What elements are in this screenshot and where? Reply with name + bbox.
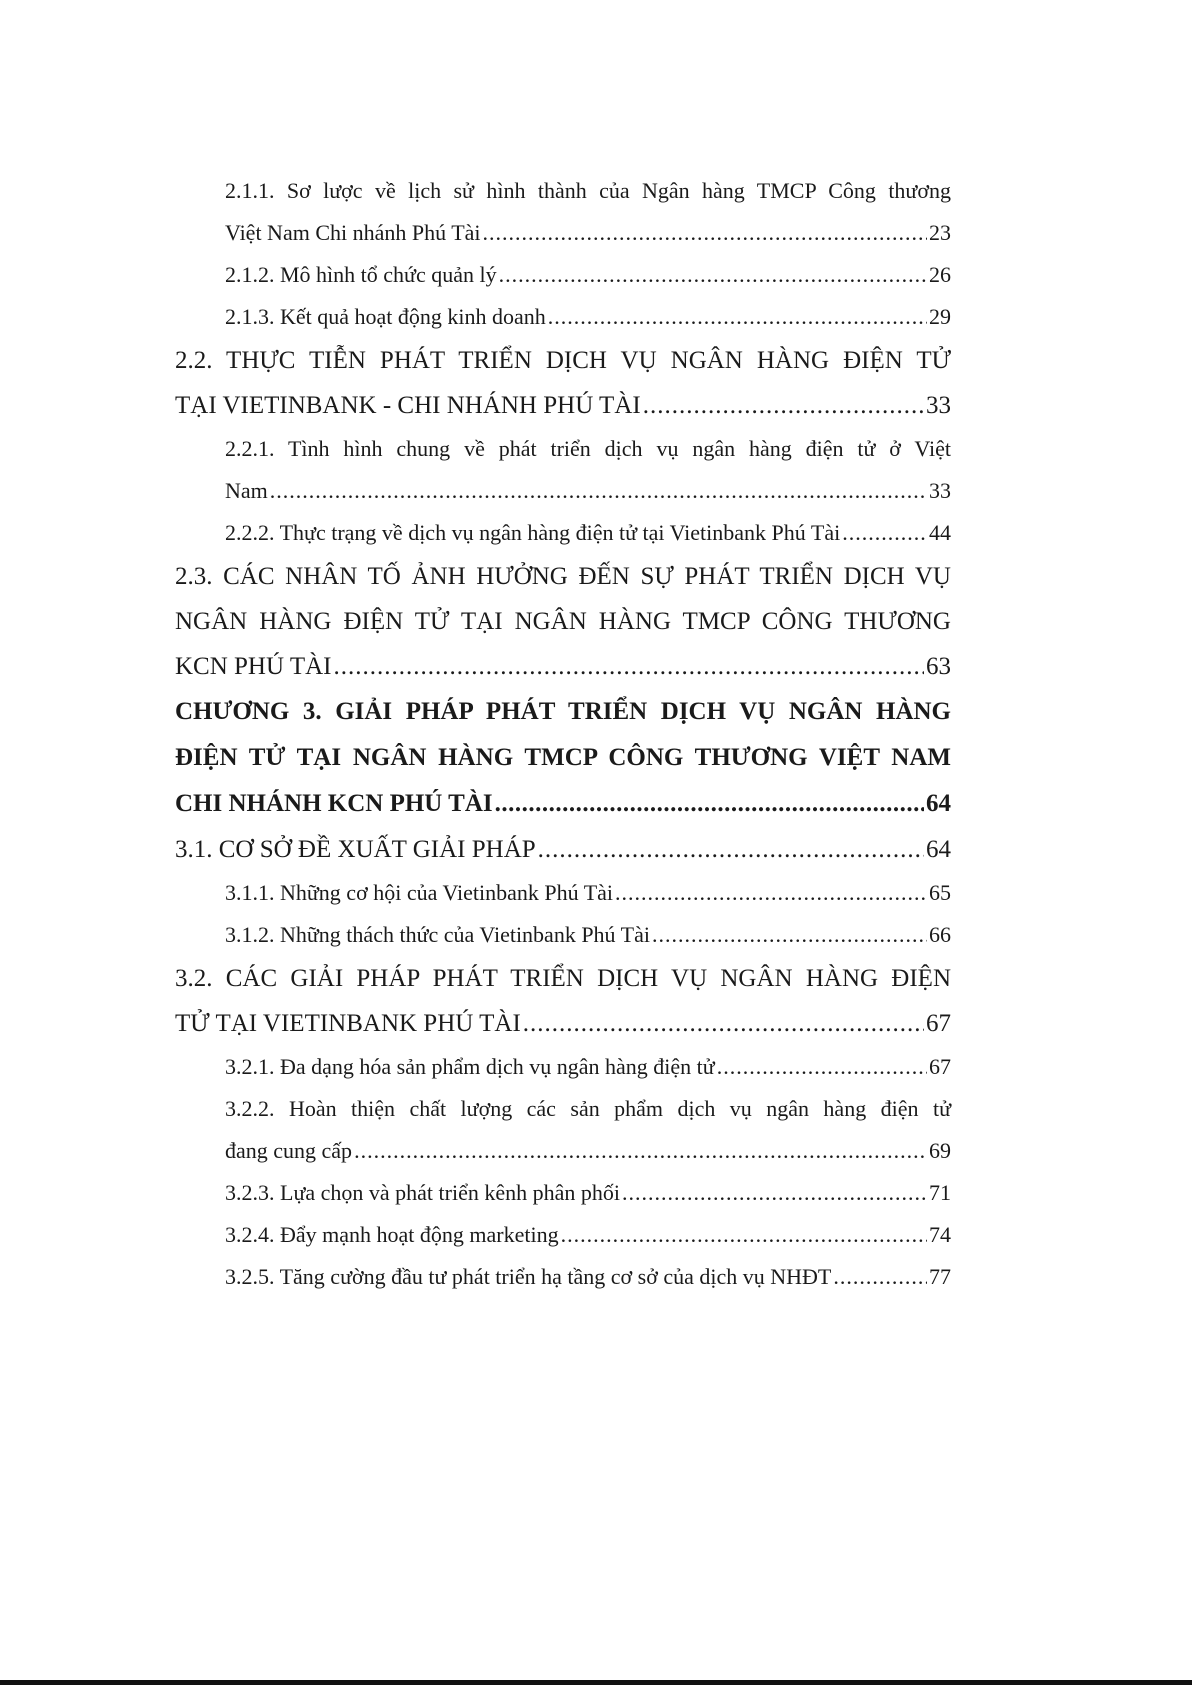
toc-page-number: 77 — [929, 1264, 951, 1289]
toc-entry[interactable] — [225, 1256, 951, 1298]
toc-entry-title-line: 3.2.3. Lựa chọn và phát triển kênh phân phối — [225, 1180, 620, 1205]
toc-entry[interactable] — [225, 428, 951, 512]
toc-entry-title-line: 2.1.2. Mô hình tổ chức quản lý — [225, 262, 497, 287]
dot-leader — [561, 1214, 927, 1256]
toc-page-number: 74 — [929, 1222, 951, 1247]
table-of-contents — [175, 170, 951, 1298]
toc-entry[interactable] — [175, 338, 951, 428]
toc-entry-title-line: đang cung cấp — [225, 1138, 353, 1163]
toc-page-number: 64 — [926, 790, 951, 817]
toc-page-number: 66 — [929, 922, 951, 947]
dot-leader — [717, 1046, 927, 1088]
toc-entry-last-line — [175, 644, 951, 689]
toc-entry-title-line: TẠI VIETINBANK - CHI NHÁNH PHÚ TÀI — [175, 392, 641, 419]
toc-entry-title-line: ĐIỆN TỬ TẠI NGÂN HÀNG TMCP CÔNG THƯƠNG VIỆT NAM — [175, 744, 951, 771]
dot-leader — [354, 1130, 927, 1172]
toc-entry[interactable] — [175, 956, 951, 1046]
dot-leader — [643, 383, 924, 428]
toc-entry-title-line: 3.1. CƠ SỞ ĐỀ XUẤT GIẢI PHÁP — [175, 836, 536, 863]
toc-page-number: 63 — [926, 653, 951, 680]
toc-entry-title-line: 3.1.1. Những cơ hội của Vietinbank Phú Tài — [225, 880, 614, 905]
toc-entry-last-line — [175, 827, 951, 872]
toc-page-number: 65 — [929, 880, 951, 905]
page-bottom-border — [0, 1680, 1192, 1685]
dot-leader — [334, 644, 925, 689]
toc-entry-title-line: 2.2.1. Tình hình chung về phát triển dịch vụ ngân hàng điện tử ở Việt — [225, 436, 951, 461]
toc-entry-title-line: 3.1.2. Những thách thức của Vietinbank Phú Tài — [225, 922, 650, 947]
dot-leader — [548, 296, 927, 338]
toc-page-number: 29 — [929, 304, 951, 329]
toc-entry-last-line — [225, 212, 951, 254]
dot-leader — [652, 914, 927, 956]
toc-entry-last-line — [225, 872, 951, 914]
toc-entry-title-line: 2.2.2. Thực trạng về dịch vụ ngân hàng điện tử tại Vietinbank Phú Tài — [225, 520, 841, 545]
toc-entry-last-line — [175, 781, 951, 827]
toc-entry-last-line — [225, 1046, 951, 1088]
toc-page-number: 33 — [929, 478, 951, 503]
toc-entry[interactable] — [225, 1088, 951, 1172]
toc-entry-title-line: 3.2. CÁC GIẢI PHÁP PHÁT TRIỂN DỊCH VỤ NGÂN HÀNG ĐIỆN — [175, 965, 951, 992]
toc-entry-last-line — [225, 512, 951, 554]
toc-page-number: 44 — [929, 520, 951, 545]
toc-entry-last-line — [225, 254, 951, 296]
toc-entry-title-line: 2.2. THỰC TIỄN PHÁT TRIỂN DỊCH VỤ NGÂN HÀNG ĐIỆN TỬ — [175, 347, 951, 374]
dot-leader — [270, 470, 927, 512]
toc-entry-title-line: 2.3. CÁC NHÂN TỐ ẢNH HƯỞNG ĐẾN SỰ PHÁT TRIỂN DỊCH VỤ — [175, 563, 951, 590]
dot-leader — [622, 1172, 927, 1214]
toc-entry[interactable] — [225, 170, 951, 254]
toc-page-number: 33 — [926, 392, 951, 419]
toc-entry-title-line: 3.2.5. Tăng cường đầu tư phát triển hạ tầng cơ sở của dịch vụ NHĐT — [225, 1264, 832, 1289]
toc-page-number: 71 — [929, 1180, 951, 1205]
toc-entry[interactable] — [225, 1214, 951, 1256]
toc-entry-title-line: 2.1.3. Kết quả hoạt động kinh doanh — [225, 304, 546, 329]
toc-page-number: 23 — [929, 220, 951, 245]
dot-leader — [538, 827, 924, 872]
toc-entry[interactable] — [225, 296, 951, 338]
toc-entry-last-line — [225, 1130, 951, 1172]
toc-entry-title-line: 3.2.1. Đa dạng hóa sản phẩm dịch vụ ngân hàng điện tử — [225, 1054, 715, 1079]
toc-entry-title-line: 3.2.2. Hoàn thiện chất lượng các sản phẩm dịch vụ ngân hàng điện tử — [225, 1096, 951, 1121]
dot-leader — [523, 1001, 924, 1046]
toc-entry-title-line: 2.1.1. Sơ lược về lịch sử hình thành của Ngân hàng TMCP Công thương — [225, 178, 951, 203]
toc-entry-last-line — [225, 1172, 951, 1214]
toc-entry-last-line — [225, 1214, 951, 1256]
toc-entry-title-line: CHI NHÁNH KCN PHÚ TÀI — [175, 790, 493, 817]
toc-entry[interactable] — [225, 512, 951, 554]
dot-leader — [499, 254, 927, 296]
toc-entry[interactable] — [225, 1046, 951, 1088]
toc-entry-title-line: Việt Nam Chi nhánh Phú Tài — [225, 220, 481, 245]
toc-entry-last-line — [225, 914, 951, 956]
dot-leader — [495, 781, 924, 827]
toc-entry[interactable] — [225, 872, 951, 914]
toc-entry-title-line: TỬ TẠI VIETINBANK PHÚ TÀI — [175, 1010, 521, 1037]
toc-entry[interactable] — [225, 254, 951, 296]
toc-page-number: 64 — [926, 836, 951, 863]
toc-page-number: 69 — [929, 1138, 951, 1163]
toc-entry-title-line: NGÂN HÀNG ĐIỆN TỬ TẠI NGÂN HÀNG TMCP CÔNG THƯƠNG — [175, 608, 951, 635]
toc-page-number: 67 — [929, 1054, 951, 1079]
toc-entry[interactable] — [175, 827, 951, 872]
toc-entry-last-line — [225, 470, 951, 512]
toc-page-number: 67 — [926, 1010, 951, 1037]
toc-entry-title-line: KCN PHÚ TÀI — [175, 653, 332, 680]
toc-entry-title-line: CHƯƠNG 3. GIẢI PHÁP PHÁT TRIỂN DỊCH VỤ NGÂN HÀNG — [175, 698, 951, 725]
toc-entry-last-line — [225, 1256, 951, 1298]
toc-entry-last-line — [225, 296, 951, 338]
toc-entry-title-line: 3.2.4. Đẩy mạnh hoạt động marketing — [225, 1222, 559, 1247]
toc-entry[interactable] — [225, 1172, 951, 1214]
toc-entry[interactable] — [175, 689, 951, 827]
dot-leader — [483, 212, 927, 254]
toc-entry-title-line: Nam — [225, 478, 268, 503]
toc-page-number: 26 — [929, 262, 951, 287]
toc-entry-last-line — [175, 383, 951, 428]
dot-leader — [615, 872, 927, 914]
toc-entry[interactable] — [175, 554, 951, 689]
dot-leader — [842, 512, 927, 554]
toc-entry-last-line — [175, 1001, 951, 1046]
toc-entry[interactable] — [225, 914, 951, 956]
dot-leader — [833, 1256, 927, 1298]
